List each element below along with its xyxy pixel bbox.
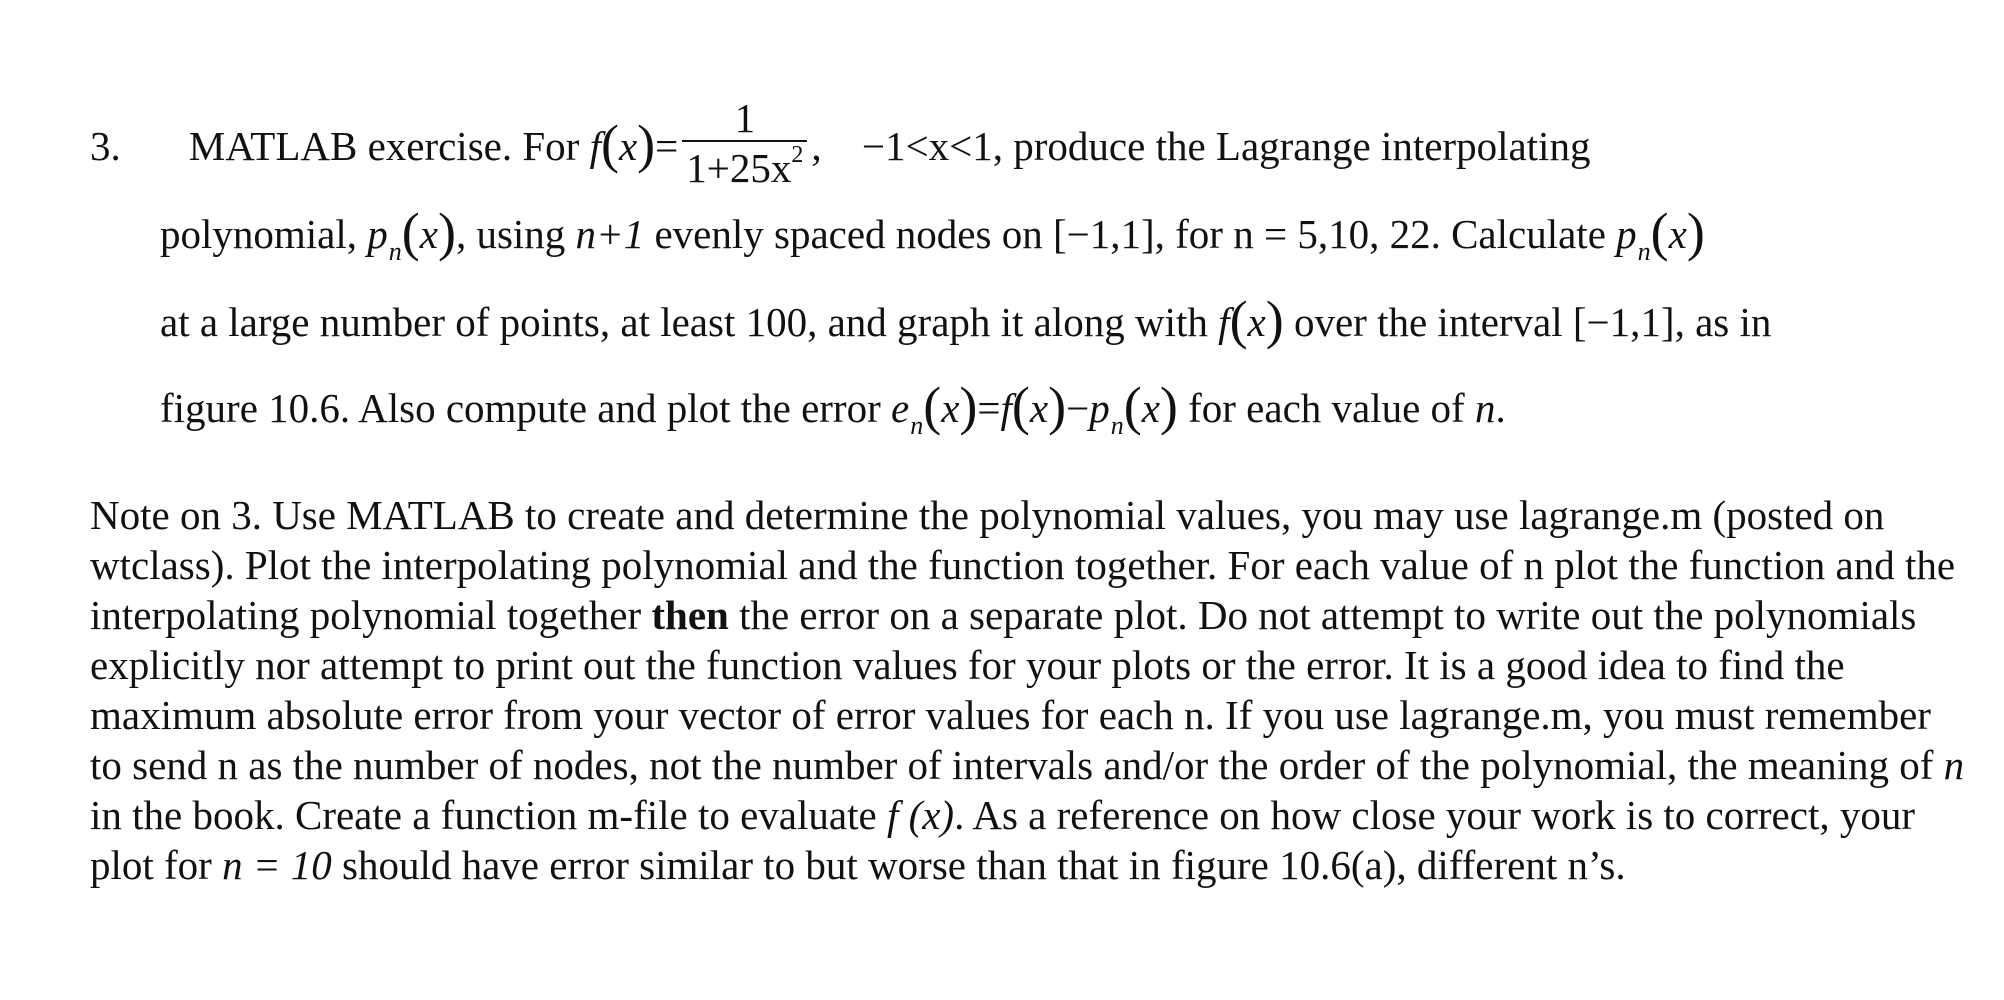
note-paragraph bbox=[90, 490, 1970, 890]
domain-inequality: −1<x<1 bbox=[861, 122, 993, 169]
error-equation: $e_n(x)=f(x)-p_n(x)$ bbox=[891, 376, 1178, 440]
note-n-italic: n bbox=[1943, 742, 1965, 788]
problem-number: 3. bbox=[90, 122, 121, 169]
polynomial-pn: $p_n(x)$ bbox=[367, 202, 456, 266]
problem-line-2: polynomial, $p_n(x)$, using n+1 evenly spaced nodes on [−1,1], for n = 5,10, 22. Calculate $p_n(x)$ bbox=[160, 202, 1705, 266]
problem-line-1 bbox=[90, 95, 1591, 201]
fraction bbox=[682, 96, 807, 197]
line1-rest: , produce the Lagrange interpolating bbox=[992, 122, 1591, 169]
note-text-end: should have error similar to but worse than that in figure 10.6(a), different n’s. bbox=[342, 842, 1626, 888]
n-plus-one: n+1 bbox=[575, 211, 645, 257]
polynomial-pn-2: $p_n(x)$ bbox=[1616, 202, 1705, 266]
problem-line-3: at a large number of points, at least 100, and graph it along with f(x) over the interval [−1,1], as in bbox=[160, 290, 1772, 350]
n-values: n = 5,10, 22 bbox=[1233, 211, 1431, 257]
problem-intro: MATLAB exercise. For bbox=[188, 122, 580, 169]
note-bold-then: then bbox=[651, 592, 729, 638]
fraction-numerator: 1 bbox=[734, 95, 756, 141]
note-fx: f (x) bbox=[886, 792, 955, 838]
note-text-4: . As a reference on how close your work is to correct, your plot for bbox=[90, 792, 1915, 888]
note-n-eq-10: n = 10 bbox=[222, 842, 332, 888]
function-fx: f(x) bbox=[1218, 290, 1284, 350]
fraction-denominator: $1+25x^2$ bbox=[682, 140, 807, 197]
note-text-1: Note on 3. Use MATLAB to create and determine the polynomial values, you may use lagrange.m (posted on wtclass). Plot the interpolating polynomial and the function together. For each value of n plot the function and the interpolating polynomial together bbox=[90, 492, 1956, 638]
problem-line-4: figure 10.6. Also compute and plot the error $e_n(x)=f(x)-p_n(x)$ for each value of n. bbox=[160, 376, 1506, 440]
note-text-3: in the book. Create a function m-file to evaluate bbox=[90, 792, 877, 838]
note-text-2: the error on a separate plot. Do not attempt to write out the polynomials explicitly nor attempt to print out the function values for your plots or the error. It is a good idea to find the maximum absolute error from your vector of error values for each n. If you use lagrange.m, you must remember to send n as the number of nodes, not the number of intervals and/or the order of the polynomial, the meaning of bbox=[90, 592, 1934, 788]
function-definition: f(x)= $\frac{1}{1+25x^2}$ , bbox=[590, 123, 832, 169]
